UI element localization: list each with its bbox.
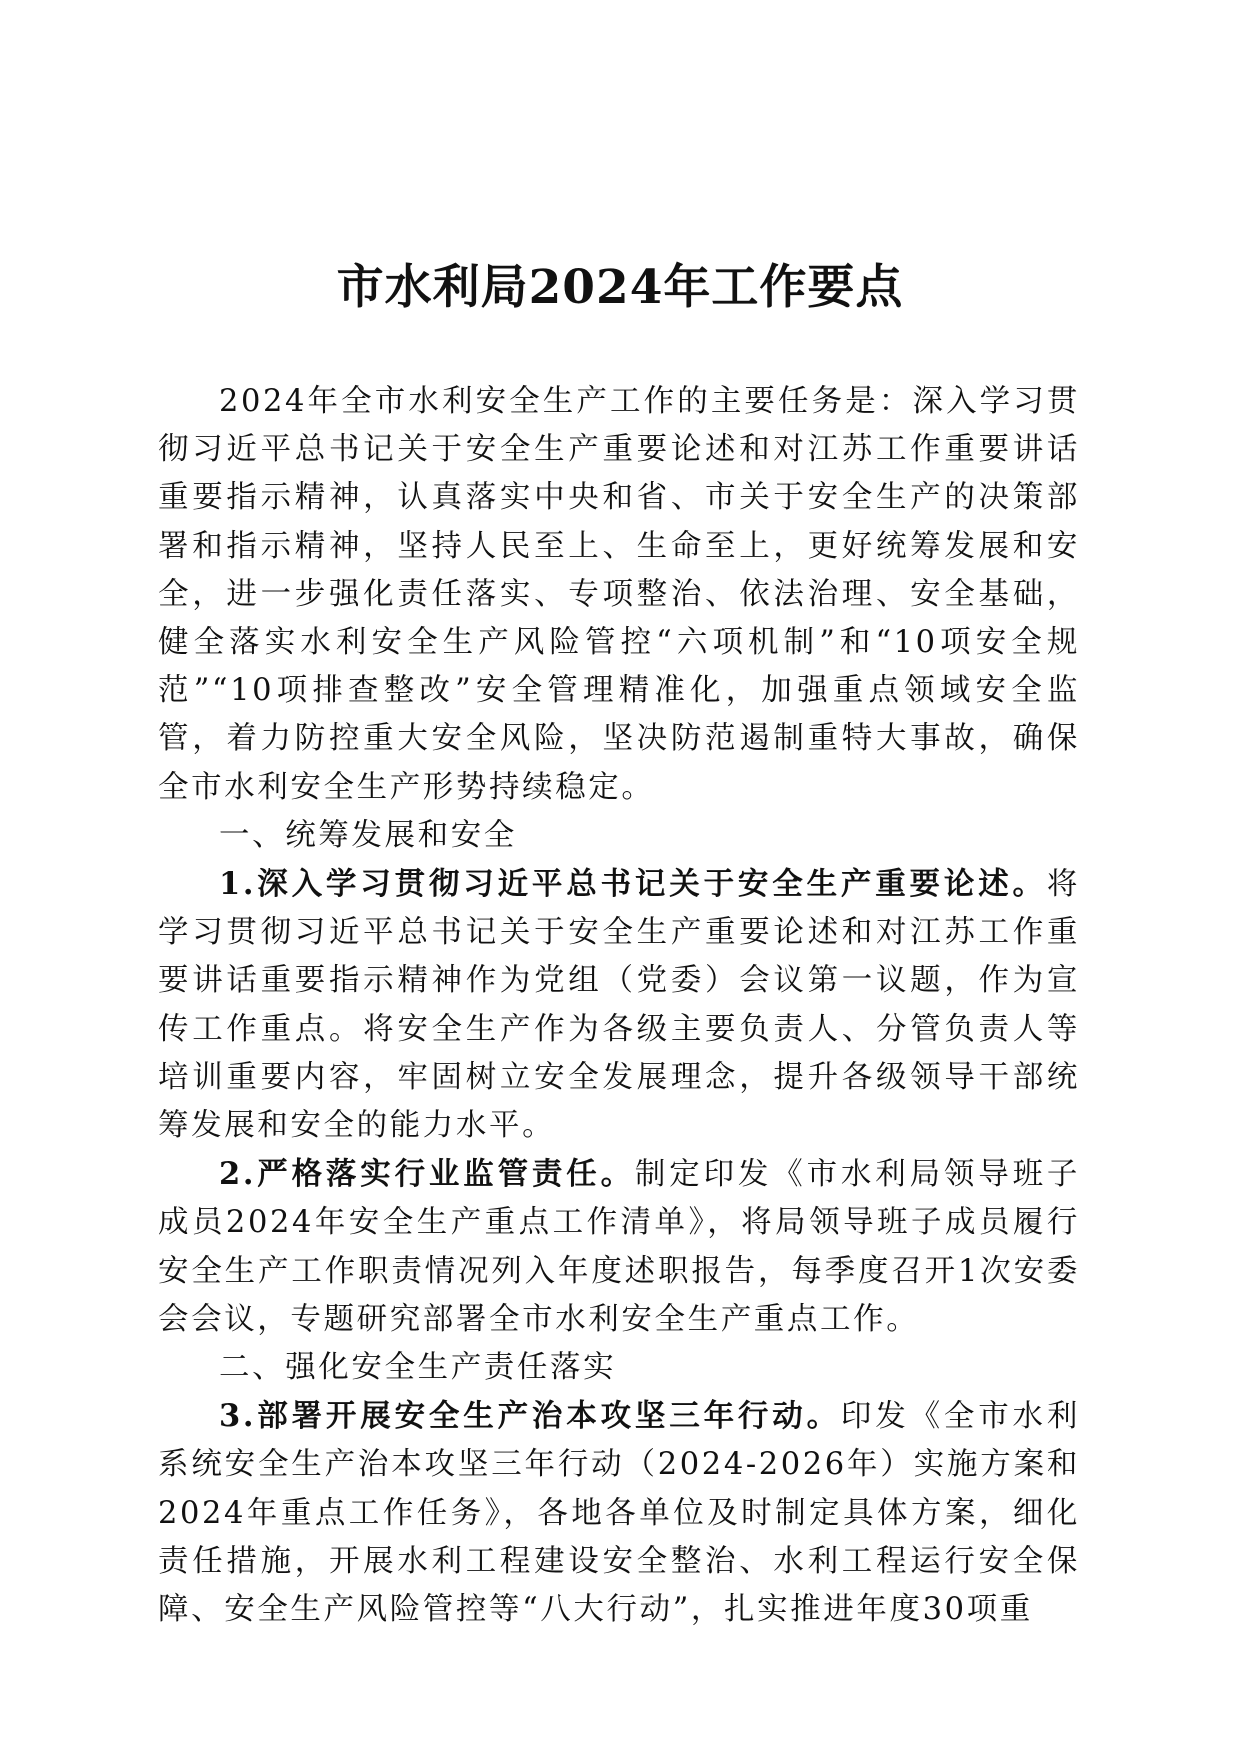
item-text-3: 印发《全市水利系统安全生产治本攻坚三年行动（2024-2026年）实施方案和2024年重点工作任务》，各地各单位及时制定具体方案，细化责任措施，开展水利工程建设安全整治、水利工程运行安全保障、安全生产风险管控等“八大行动”，扎实推进年度30项重 [158, 1399, 1080, 1628]
item-paragraph-3 [158, 1392, 1080, 1634]
document-title: 市水利局2024年工作要点 [336, 260, 904, 315]
section-heading-2: 二、强化安全生产责任落实 [219, 1350, 617, 1386]
item-lead-3: 3.部署开展安全生产治本攻坚三年行动。 [219, 1398, 841, 1435]
item-text-2: 制定印发《市水利局领导班子成员2024年安全生产重点工作清单》，将局领导班子成员履行安全生产工作职责情况列入年度述职报告，每季度召开1次安委会会议，专题研究部署全市水利安全生产重点工作。 [158, 1157, 1080, 1337]
section-heading-1: 一、统筹发展和安全 [219, 817, 517, 853]
intro-paragraph: 2024年全市水利安全生产工作的主要任务是：深入学习贯彻习近平总书记关于安全生产重要论述和对江苏工作重要讲话重要指示精神，认真落实中央和省、市关于安全生产的决策部署和指示精神，坚持人民至上、生命至上，更好统筹发展和安全，进一步强化责任落实、专项整治、依法治理、安全基础，健全落实水利安全生产风险管控“六项机制”和“10项安全规范”“10项排查整改”安全管理精准化，加强重点领域安全监管，着力防控重大安全风险，坚决防范遏制重特大事故，确保全市水利安全生产形势持续稳定。 [158, 384, 1080, 805]
item-paragraph-2 [158, 1150, 1080, 1344]
document-body [158, 378, 1080, 1634]
item-lead-2: 2.严格落实行业监管责任。 [219, 1156, 635, 1193]
item-paragraph-1 [158, 860, 1080, 1150]
item-text-1: 将学习贯彻习近平总书记关于安全生产重要论述和对江苏工作重要讲话重要指示精神作为党组（党委）会议第一议题，作为宣传工作重点。将安全生产作为各级主要负责人、分管负责人等培训重要内容，牢固树立安全发展理念，提升各级领导干部统筹发展和安全的能力水平。 [158, 867, 1080, 1144]
item-lead-1: 1.深入学习贯彻习近平总书记关于安全生产重要论述。 [219, 866, 1047, 903]
